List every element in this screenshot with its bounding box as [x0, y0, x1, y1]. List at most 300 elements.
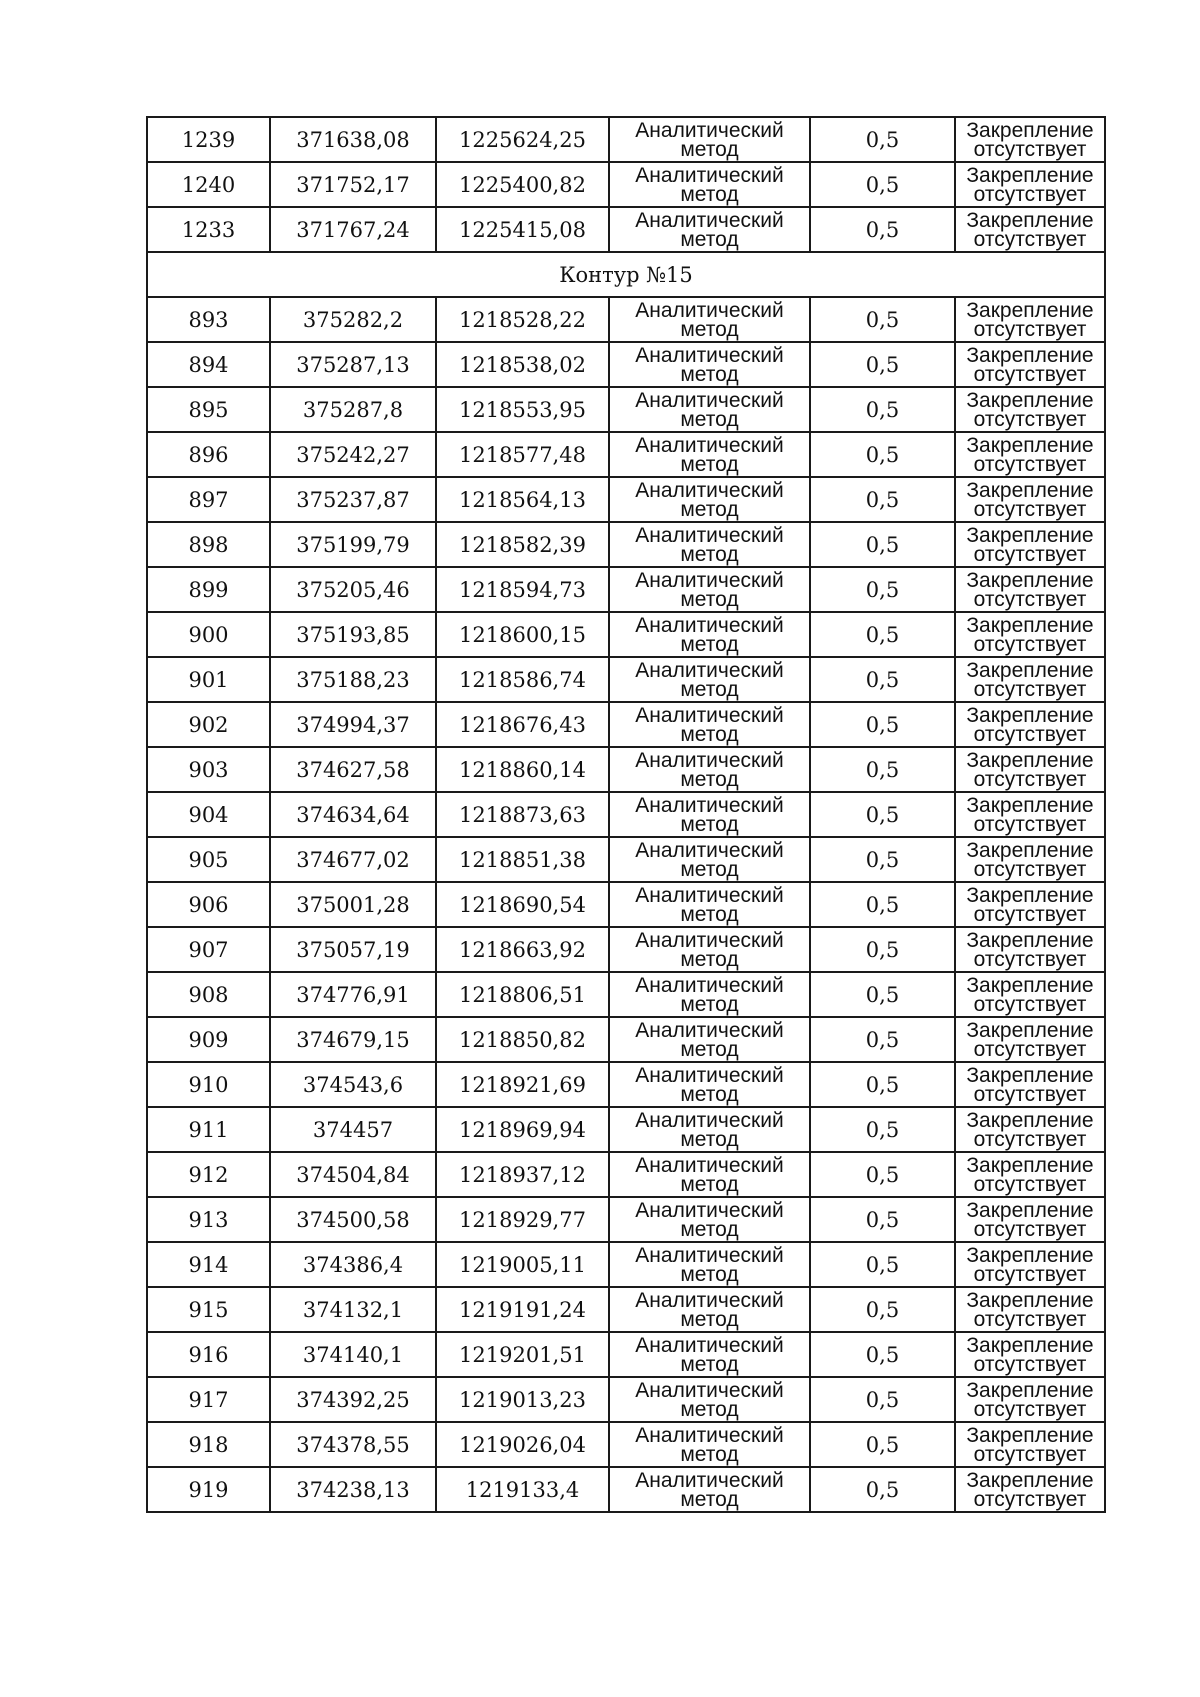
fixing-text-line2: отсутствует	[973, 227, 1087, 251]
fixing-text-line1: Закрепление	[966, 298, 1094, 322]
method-cell	[609, 972, 810, 1017]
method-text-line1: Аналитический	[635, 1423, 784, 1447]
method-text-line2: метод	[680, 1127, 739, 1151]
method-text-line1: Аналитический	[635, 838, 784, 862]
method-text-line2: метод	[680, 452, 739, 476]
fixing-text-line2: отсутствует	[973, 1487, 1087, 1511]
fixing-text-line1: Закрепление	[966, 208, 1094, 232]
method-text-line2: метод	[680, 1217, 739, 1241]
method-text-line2: метод	[680, 857, 739, 881]
method-text-line1: Аналитический	[635, 928, 784, 952]
x-coordinate-cell: 375057,19	[270, 927, 436, 972]
error-cell: 0,5	[810, 477, 955, 522]
y-coordinate-cell: 1218850,82	[436, 1017, 609, 1062]
fixing-text-line1: Закрепление	[966, 928, 1094, 952]
x-coordinate-cell: 374677,02	[270, 837, 436, 882]
fixing-cell	[955, 387, 1105, 432]
x-coordinate-cell: 375287,13	[270, 342, 436, 387]
method-text-line2: метод	[680, 1262, 739, 1286]
method-cell	[609, 837, 810, 882]
y-coordinate-cell: 1219133,4	[436, 1467, 609, 1512]
method-cell	[609, 747, 810, 792]
fixing-text-line2: отсутствует	[973, 452, 1087, 476]
fixing-cell	[955, 1332, 1105, 1377]
error-cell: 0,5	[810, 1332, 955, 1377]
fixing-text-line2: отсутствует	[973, 1172, 1087, 1196]
y-coordinate-cell: 1219013,23	[436, 1377, 609, 1422]
error-cell: 0,5	[810, 1152, 955, 1197]
table-row	[147, 522, 1105, 567]
table-row	[147, 1467, 1105, 1512]
method-cell	[609, 1467, 810, 1512]
x-coordinate-cell: 374386,4	[270, 1242, 436, 1287]
point-number-cell: 902	[147, 702, 270, 747]
y-coordinate-cell: 1225400,82	[436, 162, 609, 207]
point-number-cell: 1240	[147, 162, 270, 207]
error-cell: 0,5	[810, 1107, 955, 1152]
x-coordinate-cell: 374140,1	[270, 1332, 436, 1377]
error-cell: 0,5	[810, 927, 955, 972]
method-cell	[609, 522, 810, 567]
point-number-cell: 909	[147, 1017, 270, 1062]
method-cell	[609, 477, 810, 522]
table-row	[147, 1062, 1105, 1107]
method-text-line2: метод	[680, 677, 739, 701]
error-cell: 0,5	[810, 1422, 955, 1467]
fixing-text-line2: отсутствует	[973, 1262, 1087, 1286]
y-coordinate-cell: 1218577,48	[436, 432, 609, 477]
fixing-text-line2: отсутствует	[973, 722, 1087, 746]
point-number-cell: 911	[147, 1107, 270, 1152]
method-text-line1: Аналитический	[635, 748, 784, 772]
point-number-cell: 913	[147, 1197, 270, 1242]
error-cell: 0,5	[810, 792, 955, 837]
point-number-cell: 914	[147, 1242, 270, 1287]
method-text-line1: Аналитический	[635, 793, 784, 817]
fixing-cell	[955, 882, 1105, 927]
fixing-text-line1: Закрепление	[966, 1333, 1094, 1357]
x-coordinate-cell: 374500,58	[270, 1197, 436, 1242]
table-row	[147, 117, 1105, 162]
point-number-cell: 901	[147, 657, 270, 702]
point-number-cell: 906	[147, 882, 270, 927]
y-coordinate-cell: 1218600,15	[436, 612, 609, 657]
fixing-cell	[955, 342, 1105, 387]
method-cell	[609, 432, 810, 477]
method-text-line1: Аналитический	[635, 1108, 784, 1132]
method-text-line2: метод	[680, 992, 739, 1016]
method-text-line2: метод	[680, 1442, 739, 1466]
fixing-text-line2: отсутствует	[973, 1082, 1087, 1106]
fixing-text-line2: отсутствует	[973, 812, 1087, 836]
method-text-line2: метод	[680, 1082, 739, 1106]
fixing-text-line1: Закрепление	[966, 1153, 1094, 1177]
fixing-cell	[955, 747, 1105, 792]
fixing-cell	[955, 117, 1105, 162]
error-cell: 0,5	[810, 972, 955, 1017]
fixing-cell	[955, 1242, 1105, 1287]
method-text-line2: метод	[680, 587, 739, 611]
y-coordinate-cell: 1219026,04	[436, 1422, 609, 1467]
error-cell: 0,5	[810, 1467, 955, 1512]
fixing-cell	[955, 612, 1105, 657]
fixing-cell	[955, 477, 1105, 522]
method-text-line1: Аналитический	[635, 1198, 784, 1222]
x-coordinate-cell: 375237,87	[270, 477, 436, 522]
x-coordinate-cell: 374627,58	[270, 747, 436, 792]
y-coordinate-cell: 1218586,74	[436, 657, 609, 702]
method-text-line1: Аналитический	[635, 298, 784, 322]
point-number-cell: 904	[147, 792, 270, 837]
table-row	[147, 657, 1105, 702]
fixing-text-line1: Закрепление	[966, 523, 1094, 547]
table-row	[147, 612, 1105, 657]
error-cell: 0,5	[810, 657, 955, 702]
point-number-cell: 900	[147, 612, 270, 657]
method-text-line2: метод	[680, 227, 739, 251]
point-number-cell: 917	[147, 1377, 270, 1422]
x-coordinate-cell: 375193,85	[270, 612, 436, 657]
fixing-text-line2: отсутствует	[973, 902, 1087, 926]
y-coordinate-cell: 1218969,94	[436, 1107, 609, 1152]
fixing-text-line1: Закрепление	[966, 1423, 1094, 1447]
fixing-cell	[955, 792, 1105, 837]
y-coordinate-cell: 1225624,25	[436, 117, 609, 162]
y-coordinate-cell: 1219005,11	[436, 1242, 609, 1287]
error-cell: 0,5	[810, 747, 955, 792]
error-cell: 0,5	[810, 612, 955, 657]
method-text-line1: Аналитический	[635, 1468, 784, 1492]
x-coordinate-cell: 375205,46	[270, 567, 436, 612]
method-cell	[609, 927, 810, 972]
fixing-cell	[955, 1062, 1105, 1107]
method-cell	[609, 207, 810, 252]
fixing-text-line1: Закрепление	[966, 658, 1094, 682]
table-row	[147, 1422, 1105, 1467]
error-cell: 0,5	[810, 837, 955, 882]
method-text-line2: метод	[680, 1487, 739, 1511]
method-text-line2: метод	[680, 1172, 739, 1196]
x-coordinate-cell: 374378,55	[270, 1422, 436, 1467]
fixing-text-line1: Закрепление	[966, 973, 1094, 997]
error-cell: 0,5	[810, 702, 955, 747]
error-cell: 0,5	[810, 1017, 955, 1062]
table-row	[147, 387, 1105, 432]
method-text-line1: Аналитический	[635, 1288, 784, 1312]
error-cell: 0,5	[810, 567, 955, 612]
table-row	[147, 477, 1105, 522]
fixing-text-line1: Закрепление	[966, 343, 1094, 367]
table-row	[147, 882, 1105, 927]
section-header-row	[147, 252, 1105, 297]
point-number-cell: 895	[147, 387, 270, 432]
method-text-line2: метод	[680, 182, 739, 206]
method-text-line2: метод	[680, 812, 739, 836]
x-coordinate-cell: 374543,6	[270, 1062, 436, 1107]
method-text-line1: Аналитический	[635, 478, 784, 502]
x-coordinate-cell: 374776,91	[270, 972, 436, 1017]
method-text-line2: метод	[680, 767, 739, 791]
fixing-text-line1: Закрепление	[966, 1378, 1094, 1402]
method-cell	[609, 297, 810, 342]
method-text-line2: метод	[680, 362, 739, 386]
table-row	[147, 162, 1105, 207]
table-row	[147, 747, 1105, 792]
method-text-line1: Аналитический	[635, 1243, 784, 1267]
y-coordinate-cell: 1218676,43	[436, 702, 609, 747]
error-cell: 0,5	[810, 1377, 955, 1422]
y-coordinate-cell: 1218937,12	[436, 1152, 609, 1197]
method-cell	[609, 1197, 810, 1242]
fixing-cell	[955, 972, 1105, 1017]
error-cell: 0,5	[810, 432, 955, 477]
method-cell	[609, 792, 810, 837]
fixing-text-line2: отсутствует	[973, 632, 1087, 656]
fixing-text-line2: отсутствует	[973, 1127, 1087, 1151]
x-coordinate-cell: 375282,2	[270, 297, 436, 342]
method-cell	[609, 387, 810, 432]
method-text-line2: метод	[680, 137, 739, 161]
y-coordinate-cell: 1218929,77	[436, 1197, 609, 1242]
error-cell: 0,5	[810, 522, 955, 567]
table-row	[147, 1287, 1105, 1332]
method-text-line2: метод	[680, 317, 739, 341]
method-text-line1: Аналитический	[635, 1018, 784, 1042]
method-cell	[609, 1152, 810, 1197]
y-coordinate-cell: 1218553,95	[436, 387, 609, 432]
point-number-cell: 910	[147, 1062, 270, 1107]
fixing-text-line2: отсутствует	[973, 362, 1087, 386]
fixing-text-line1: Закрепление	[966, 1063, 1094, 1087]
x-coordinate-cell: 374132,1	[270, 1287, 436, 1332]
coordinates-table-body	[147, 117, 1105, 1512]
method-cell	[609, 162, 810, 207]
method-text-line1: Аналитический	[635, 118, 784, 142]
fixing-cell	[955, 567, 1105, 612]
method-cell	[609, 117, 810, 162]
fixing-cell	[955, 837, 1105, 882]
fixing-cell	[955, 1152, 1105, 1197]
method-cell	[609, 1017, 810, 1062]
fixing-cell	[955, 1287, 1105, 1332]
table-row	[147, 1152, 1105, 1197]
point-number-cell: 898	[147, 522, 270, 567]
method-cell	[609, 657, 810, 702]
fixing-cell	[955, 702, 1105, 747]
error-cell: 0,5	[810, 297, 955, 342]
method-text-line1: Аналитический	[635, 388, 784, 412]
point-number-cell: 893	[147, 297, 270, 342]
fixing-text-line1: Закрепление	[966, 118, 1094, 142]
fixing-cell	[955, 297, 1105, 342]
x-coordinate-cell: 374457	[270, 1107, 436, 1152]
error-cell: 0,5	[810, 117, 955, 162]
fixing-text-line2: отсутствует	[973, 1397, 1087, 1421]
fixing-text-line2: отсутствует	[973, 317, 1087, 341]
fixing-text-line2: отсутствует	[973, 407, 1087, 431]
fixing-text-line2: отсутствует	[973, 992, 1087, 1016]
x-coordinate-cell: 374504,84	[270, 1152, 436, 1197]
fixing-cell	[955, 1467, 1105, 1512]
y-coordinate-cell: 1225415,08	[436, 207, 609, 252]
point-number-cell: 919	[147, 1467, 270, 1512]
fixing-cell	[955, 927, 1105, 972]
table-row	[147, 837, 1105, 882]
error-cell: 0,5	[810, 387, 955, 432]
fixing-cell	[955, 1377, 1105, 1422]
method-cell	[609, 612, 810, 657]
error-cell: 0,5	[810, 1062, 955, 1107]
y-coordinate-cell: 1218860,14	[436, 747, 609, 792]
table-row	[147, 972, 1105, 1017]
point-number-cell: 907	[147, 927, 270, 972]
method-cell	[609, 1332, 810, 1377]
y-coordinate-cell: 1218564,13	[436, 477, 609, 522]
method-cell	[609, 1287, 810, 1332]
fixing-cell	[955, 657, 1105, 702]
fixing-text-line1: Закрепление	[966, 613, 1094, 637]
section-title: Контур №15	[147, 252, 1105, 297]
error-cell: 0,5	[810, 1242, 955, 1287]
y-coordinate-cell: 1219201,51	[436, 1332, 609, 1377]
method-cell	[609, 702, 810, 747]
point-number-cell: 908	[147, 972, 270, 1017]
fixing-cell	[955, 207, 1105, 252]
table-row	[147, 297, 1105, 342]
y-coordinate-cell: 1218873,63	[436, 792, 609, 837]
fixing-text-line2: отсутствует	[973, 182, 1087, 206]
method-text-line2: метод	[680, 1397, 739, 1421]
point-number-cell: 896	[147, 432, 270, 477]
method-cell	[609, 882, 810, 927]
fixing-text-line2: отсутствует	[973, 1037, 1087, 1061]
table-row	[147, 1107, 1105, 1152]
fixing-text-line1: Закрепление	[966, 433, 1094, 457]
error-cell: 0,5	[810, 342, 955, 387]
method-text-line1: Аналитический	[635, 1333, 784, 1357]
method-text-line1: Аналитический	[635, 208, 784, 232]
method-text-line2: метод	[680, 497, 739, 521]
point-number-cell: 894	[147, 342, 270, 387]
point-number-cell: 1233	[147, 207, 270, 252]
fixing-text-line1: Закрепление	[966, 1018, 1094, 1042]
x-coordinate-cell: 375188,23	[270, 657, 436, 702]
x-coordinate-cell: 374994,37	[270, 702, 436, 747]
y-coordinate-cell: 1218921,69	[436, 1062, 609, 1107]
x-coordinate-cell: 374238,13	[270, 1467, 436, 1512]
method-cell	[609, 567, 810, 612]
y-coordinate-cell: 1218806,51	[436, 972, 609, 1017]
point-number-cell: 905	[147, 837, 270, 882]
fixing-text-line2: отсутствует	[973, 497, 1087, 521]
error-cell: 0,5	[810, 1287, 955, 1332]
x-coordinate-cell: 374392,25	[270, 1377, 436, 1422]
x-coordinate-cell: 375199,79	[270, 522, 436, 567]
fixing-text-line1: Закрепление	[966, 793, 1094, 817]
fixing-text-line2: отсутствует	[973, 587, 1087, 611]
method-text-line1: Аналитический	[635, 973, 784, 997]
fixing-text-line1: Закрепление	[966, 163, 1094, 187]
fixing-text-line1: Закрепление	[966, 838, 1094, 862]
method-text-line2: метод	[680, 1307, 739, 1331]
fixing-text-line2: отсутствует	[973, 1442, 1087, 1466]
method-cell	[609, 1242, 810, 1287]
method-text-line1: Аналитический	[635, 613, 784, 637]
method-text-line1: Аналитический	[635, 1063, 784, 1087]
fixing-text-line1: Закрепление	[966, 1468, 1094, 1492]
point-number-cell: 897	[147, 477, 270, 522]
method-text-line1: Аналитический	[635, 343, 784, 367]
y-coordinate-cell: 1218851,38	[436, 837, 609, 882]
fixing-cell	[955, 1017, 1105, 1062]
table-row	[147, 1017, 1105, 1062]
method-text-line1: Аналитический	[635, 1153, 784, 1177]
method-text-line2: метод	[680, 902, 739, 926]
method-text-line2: метод	[680, 1037, 739, 1061]
point-number-cell: 912	[147, 1152, 270, 1197]
fixing-cell	[955, 162, 1105, 207]
table-row	[147, 342, 1105, 387]
fixing-text-line1: Закрепление	[966, 478, 1094, 502]
fixing-cell	[955, 432, 1105, 477]
method-text-line1: Аналитический	[635, 433, 784, 457]
method-text-line2: метод	[680, 1352, 739, 1376]
x-coordinate-cell: 371638,08	[270, 117, 436, 162]
fixing-text-line2: отсутствует	[973, 947, 1087, 971]
fixing-text-line1: Закрепление	[966, 1108, 1094, 1132]
method-text-line1: Аналитический	[635, 523, 784, 547]
x-coordinate-cell: 374634,64	[270, 792, 436, 837]
fixing-text-line2: отсутствует	[973, 542, 1087, 566]
method-text-line1: Аналитический	[635, 883, 784, 907]
table-row	[147, 1242, 1105, 1287]
point-number-cell: 918	[147, 1422, 270, 1467]
method-cell	[609, 1107, 810, 1152]
x-coordinate-cell: 371752,17	[270, 162, 436, 207]
fixing-cell	[955, 1107, 1105, 1152]
method-text-line1: Аналитический	[635, 658, 784, 682]
table-row	[147, 1197, 1105, 1242]
point-number-cell: 916	[147, 1332, 270, 1377]
fixing-text-line1: Закрепление	[966, 568, 1094, 592]
method-text-line2: метод	[680, 947, 739, 971]
y-coordinate-cell: 1219191,24	[436, 1287, 609, 1332]
table-row	[147, 567, 1105, 612]
method-text-line1: Аналитический	[635, 1378, 784, 1402]
y-coordinate-cell: 1218528,22	[436, 297, 609, 342]
fixing-cell	[955, 522, 1105, 567]
method-text-line1: Аналитический	[635, 703, 784, 727]
fixing-text-line1: Закрепление	[966, 883, 1094, 907]
error-cell: 0,5	[810, 882, 955, 927]
fixing-text-line2: отсутствует	[973, 1352, 1087, 1376]
method-text-line2: метод	[680, 407, 739, 431]
fixing-text-line2: отсутствует	[973, 767, 1087, 791]
error-cell: 0,5	[810, 207, 955, 252]
point-number-cell: 899	[147, 567, 270, 612]
fixing-text-line1: Закрепление	[966, 1243, 1094, 1267]
x-coordinate-cell: 374679,15	[270, 1017, 436, 1062]
point-number-cell: 1239	[147, 117, 270, 162]
table-row	[147, 927, 1105, 972]
error-cell: 0,5	[810, 162, 955, 207]
fixing-text-line2: отсутствует	[973, 677, 1087, 701]
fixing-text-line2: отсутствует	[973, 857, 1087, 881]
fixing-cell	[955, 1197, 1105, 1242]
point-number-cell: 903	[147, 747, 270, 792]
table-row	[147, 702, 1105, 747]
fixing-cell	[955, 1422, 1105, 1467]
